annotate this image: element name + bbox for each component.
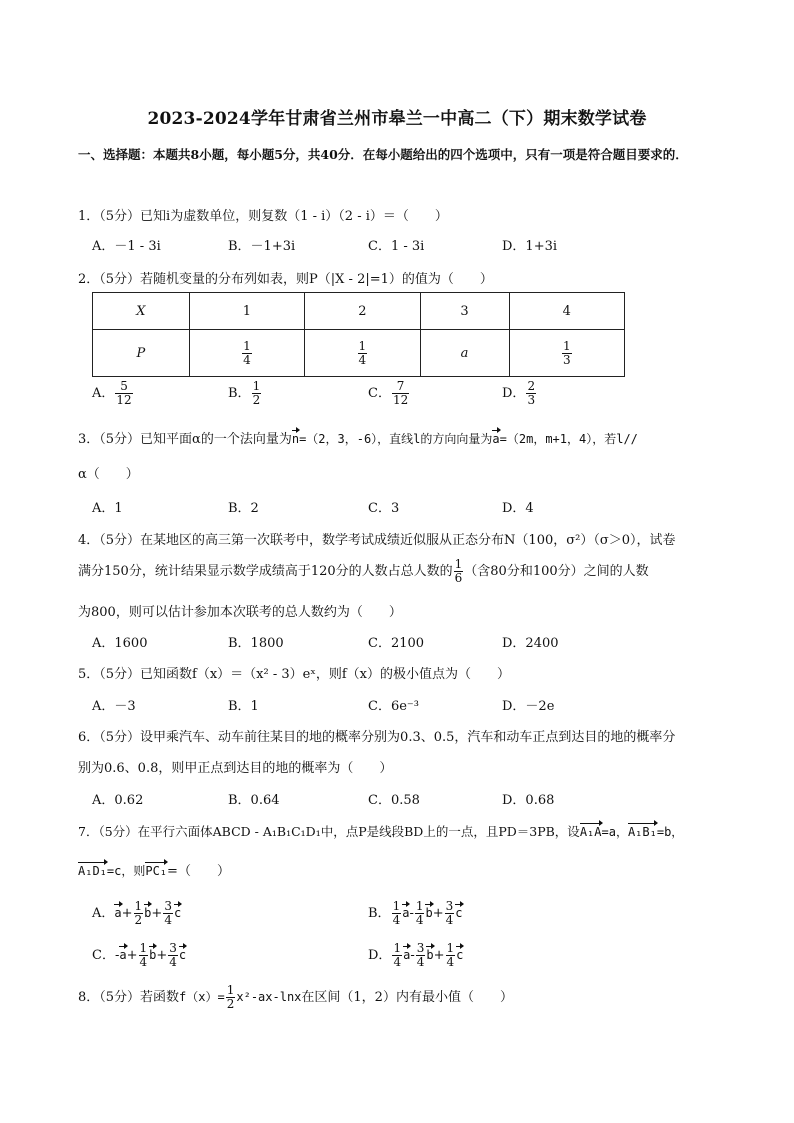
distribution-table <box>92 292 625 377</box>
option-c: C．2100 <box>368 636 425 651</box>
table-cell: $\frac{1}{4}$ <box>305 330 420 377</box>
table-cell: 2 <box>305 293 420 330</box>
option-c: C． $\frac{7}{12}$ <box>368 379 409 407</box>
question-7-stem-line2: A₁D₁=c，则PC₁=（ ） <box>78 864 230 879</box>
option-c: C．6e⁻³ <box>368 699 419 714</box>
question-1-stem: 1．（5分）已知i为虚数单位，则复数（1 - i）（2 - i）＝（ ） <box>78 209 448 224</box>
option-a: A． $\frac{5}{12}$ <box>92 379 132 407</box>
question-4-options <box>92 632 732 656</box>
table-cell: 4 <box>509 293 624 330</box>
question-7-stem: 7．（5分）在平行六面体ABCD - A₁B₁C₁D₁中，点P是线段BD上的一点，且PD＝3PB，设A₁A=a，A₁B₁=b， <box>78 824 684 839</box>
table-cell: $\frac{1}{3}$ <box>509 330 624 377</box>
question-6-stem-line2: 别为0.6、0.8，则甲正点到达目的地的概率为（ ） <box>78 761 393 776</box>
option-c: C．3 <box>368 501 400 516</box>
question-4-stem-line2: 满分150分，统计结果显示数学成绩高于120分的人数占总人数的 $\frac{1}{6}$ （含80分和100分）之间的人数 <box>78 557 649 585</box>
table-cell: X <box>93 293 190 330</box>
option-b: B．1800 <box>228 636 284 651</box>
option-a: A．1600 <box>92 636 148 651</box>
option-a: A．－1 - 3i <box>92 239 161 254</box>
option-c: C．1 - 3i <box>368 239 425 254</box>
question-6-stem: 6．（5分）设甲乘汽车、动车前往某目的地的概率分别为0.3、0.5，汽车和动车正点到达目的地的概率分 <box>78 730 676 745</box>
option-d: D．1+3i <box>502 239 558 254</box>
option-d: D．4 <box>502 501 534 516</box>
vector-a1b1: A₁B₁ <box>627 825 657 839</box>
option-a: A．－3 <box>92 699 136 714</box>
table-cell: 1 <box>189 293 304 330</box>
option-a: A．a+ $\frac{1}{2}$ b+ $\frac{3}{4}$ c <box>92 899 182 927</box>
table-cell: P <box>93 330 190 377</box>
question-6-options <box>92 789 732 813</box>
option-d: D．0.68 <box>502 793 555 808</box>
option-c: C．0.58 <box>368 793 420 808</box>
option-c: C．-a+ $\frac{1}{4}$ b+ $\frac{3}{4}$ c <box>92 941 187 969</box>
option-d: D． $\frac{1}{4}$ a- $\frac{3}{4}$ b+ $\frac{1}{4}$ c <box>368 941 464 969</box>
table-row <box>93 330 625 377</box>
vector-a1a: A₁A <box>579 825 602 839</box>
vector-n: n <box>291 432 300 446</box>
vector-a1d1: A₁D₁ <box>78 864 107 878</box>
option-d: D． $\frac{2}{3}$ <box>502 379 536 407</box>
question-5-options <box>92 695 732 719</box>
table-row <box>93 293 625 330</box>
question-2-options <box>92 380 732 414</box>
option-a: A．1 <box>92 501 123 516</box>
question-5-stem: 5．（5分）已知函数f（x）＝（x² - 3）eˣ，则f（x）的极小值点为（ ） <box>78 667 511 682</box>
table-cell: a <box>420 330 509 377</box>
question-4-stem-line3: 为800，则可以估计参加本次联考的总人数约为（ ） <box>78 605 402 620</box>
question-3-stem: 3．（5分）已知平面α的一个法向量为n=（2，3，-6），直线l的方向向量为a=（2m，m+1，4），若l// <box>78 432 638 447</box>
option-d: D．－2e <box>502 699 555 714</box>
question-8-stem: 8．（5分）若函数f（x）= $\frac{1}{2}$ x²-ax-lnx在区间（1，2）内有最小值（ ） <box>78 983 513 1011</box>
question-4-stem: 4．（5分）在某地区的高三第一次联考中，数学考试成绩近似服从正态分布N（100，σ²）（σ＞0），试卷 <box>78 533 676 548</box>
vector-a: a <box>492 432 500 446</box>
option-b: B． $\frac{1}{2}$ <box>228 379 261 407</box>
question-7-options-row1 <box>92 900 732 934</box>
section-heading: 一、选择题：本题共8小题，每小题5分，共40分．在每小题给出的四个选项中，只有一项是符合题目要求的． <box>78 147 688 162</box>
table-cell: 3 <box>420 293 509 330</box>
option-b: B．－1+3i <box>228 239 296 254</box>
page-title: 2023-2024学年甘肃省兰州市皋兰一中高二（下）期末数学试卷 <box>147 109 647 129</box>
vector-pc1: PC₁ <box>145 864 168 878</box>
question-2-stem: 2．（5分）若随机变量的分布列如表，则P（|X - 2|=1）的值为（ ） <box>78 272 493 287</box>
option-b: B．1 <box>228 699 259 714</box>
question-7-options-row2 <box>92 942 732 976</box>
option-d: D．2400 <box>502 636 559 651</box>
question-3-stem-line2: α（ ） <box>78 467 139 482</box>
option-b: B．0.64 <box>228 793 280 808</box>
option-a: A．0.62 <box>92 793 144 808</box>
option-b: B．2 <box>228 501 259 516</box>
option-b: B． $\frac{1}{4}$ a- $\frac{1}{4}$ b+ $\frac{3}{4}$ c <box>368 899 463 927</box>
table-cell: $\frac{1}{4}$ <box>189 330 304 377</box>
question-3-options <box>92 497 732 521</box>
question-1-options <box>92 235 732 259</box>
